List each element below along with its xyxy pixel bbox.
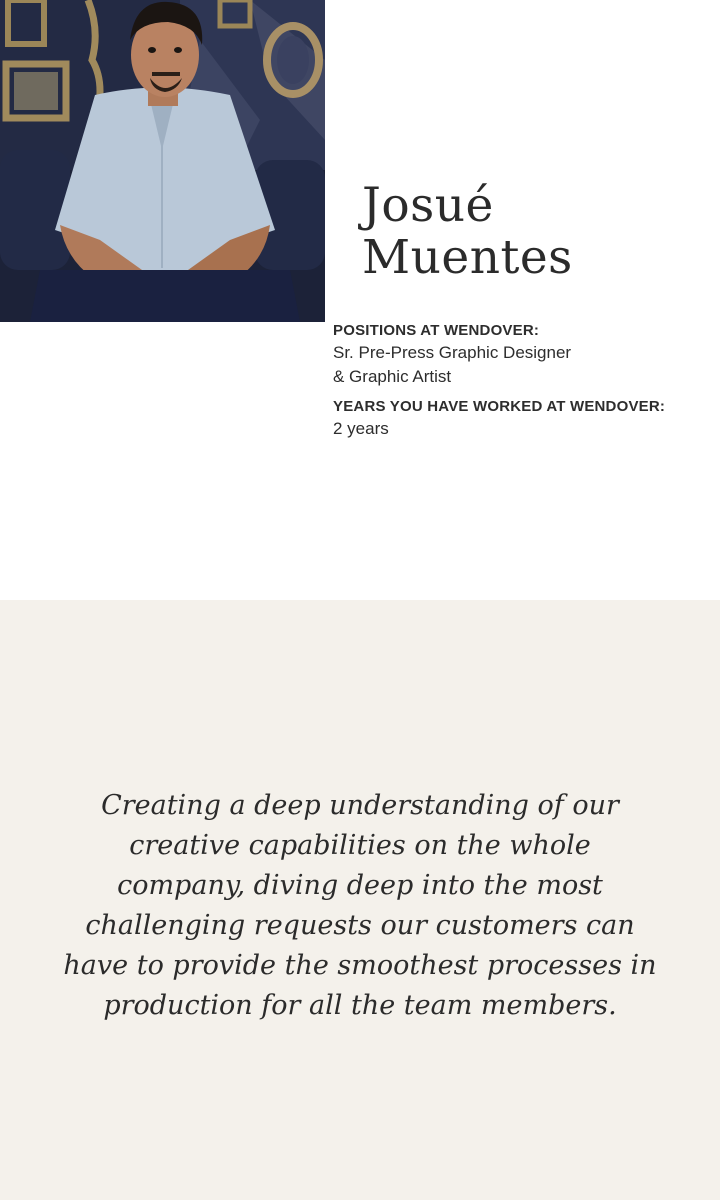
portrait-photo (0, 0, 325, 322)
person-name (362, 180, 573, 284)
quote-line: company, diving deep into the most (117, 870, 603, 901)
quote-text (40, 786, 680, 1026)
quote-line: challenging requests our customers can (85, 910, 635, 941)
quote-section (0, 600, 720, 1200)
position-line: & Graphic Artist (333, 367, 452, 386)
years-label: YEARS YOU HAVE WORKED AT WENDOVER: (333, 398, 666, 415)
profile-details (333, 321, 713, 441)
first-name: Josué (362, 178, 494, 233)
positions-label: POSITIONS AT WENDOVER: (333, 322, 540, 339)
quote-line: creative capabilities on the whole (129, 830, 591, 861)
position-line: Sr. Pre-Press Graphic Designer (333, 343, 572, 362)
quote-line: production for all the team members. (103, 990, 617, 1021)
last-name: Muentes (362, 230, 573, 285)
positions-value (333, 341, 713, 389)
quote-line: have to provide the smoothest processes in (63, 950, 657, 981)
quote-line: Creating a deep understanding of our (101, 790, 619, 821)
years-value: 2 years (333, 419, 389, 438)
